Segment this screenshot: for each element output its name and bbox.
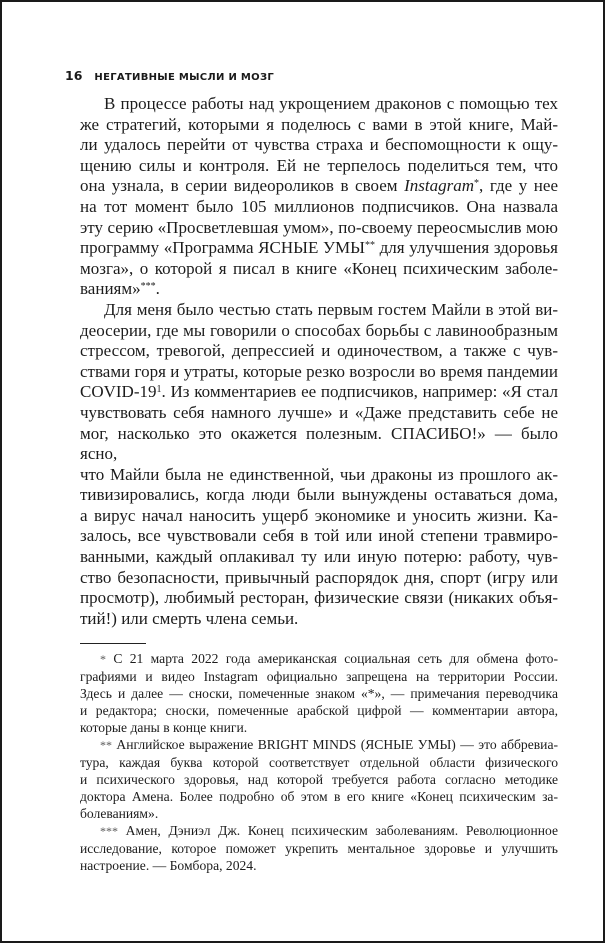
instagram-word: Instagram [404, 176, 474, 196]
text-line: а вирус начал наносить ущерб экономике и уносить жизни. Ка- [80, 505, 558, 525]
text-line: ли удалось перейти от чувства страха и беспомощности к ощу- [80, 135, 558, 155]
footnote [80, 822, 558, 874]
text-segment: для улучшения здоровья [374, 238, 558, 258]
text-line: ванными, каждый оплакивал ту или иную потерю: работу, чув- [80, 547, 558, 567]
text-line: тий!) или смерть члена семьи. [80, 608, 299, 628]
text-line: доктора Амена. Более подробно об этом в его книге «Конец психическим за- [80, 789, 558, 805]
text-segment: ваниям» [80, 279, 141, 299]
text-segment: . [155, 279, 160, 299]
text-line: ствами горя и утраты, которые резко возросли во время пандемии [80, 361, 558, 381]
text-line: настроение. — Бомбора, 2024. [80, 858, 257, 874]
running-header [65, 68, 558, 88]
text-line [80, 238, 558, 259]
text-line: стрессом, тревогой, депрессией и одиночеством, а также с чув- [80, 341, 558, 361]
text-line: и редактора; сноски, помеченные арабской цифрой — комментарии автора, [80, 703, 558, 719]
text-line: эту серию «Просветлевшая умом», по-своему переосмыслив мою [80, 217, 558, 237]
footnote [80, 736, 558, 822]
text-line: же стратегий, которыми я поделюсь с вами в этой книге, Май- [80, 114, 558, 134]
text-line: мог, насколько это окажется полезным. СПАСИБО!» — было ясно, [80, 423, 558, 464]
text-line: чувствовать себя намного лучше» и «Даже представить себе не [80, 402, 558, 422]
footnote-ref[interactable]: *** [140, 281, 156, 293]
text-line: В процессе работы над укрощением драконов с помощью тех [104, 94, 558, 113]
footnote-ref[interactable]: * [474, 178, 479, 190]
text-line: щению силы и контроля. Ей не терпелось поделиться тем, что [80, 155, 558, 175]
text-segment: программу «Программа ЯСНЫЕ УМЫ [80, 238, 365, 258]
footnote-divider [80, 643, 146, 644]
text-line [80, 736, 558, 754]
text-segment: Английское выражение BRIGHT MINDS (ЯСНЫЕ УМЫ) — это аббревиа- [116, 737, 558, 753]
text-line: просмотр), любимый ресторан, физические связи (никаких объя- [80, 588, 558, 608]
text-line: ство безопасности, привычный распорядок дня, спорт (игру или [80, 567, 558, 587]
text-line: болеваниям». [80, 806, 159, 822]
text-line: деосерии, где мы говорили о способах борьбы с лавинообразным [80, 320, 558, 340]
text-segment: Амен, Дэниэл Дж. Конец психическим заболеваниям. Революционное [125, 823, 559, 839]
text-line [80, 176, 558, 197]
text-line: тивизировались, когда люди были вынуждены оставаться дома, [80, 485, 558, 505]
text-line [80, 382, 558, 403]
running-title: НЕГАТИВНЫЕ МЫСЛИ И МОЗГ [94, 72, 275, 83]
footnote-ref[interactable]: 1 [156, 384, 162, 396]
text-segment: она узнала, в серии видеороликов в своем [80, 176, 405, 196]
paragraph [80, 94, 558, 300]
footnote-mark: *** [100, 824, 118, 839]
footnotes [80, 650, 558, 874]
body-text [80, 94, 558, 629]
text-segment: С 21 марта 2022 года американская социальная сеть для обмена фото- [113, 651, 558, 667]
text-line: на тот момент было 105 миллионов подписчиков. Она назвала [80, 196, 558, 216]
page-number: 16 [65, 68, 83, 83]
text-line: Для меня было честью стать первым гостем Майли в этой ви- [104, 299, 558, 319]
text-line: тура, каждая буква которой соответствует отдельной области физического [80, 755, 558, 771]
text-segment: COVID-19 [80, 382, 157, 402]
footnote-mark: * [100, 652, 106, 667]
text-column [65, 2, 559, 894]
text-line: залось, все чувствовали себя в той или иной степени травмиро- [80, 526, 558, 546]
footnote-ref[interactable]: ** [364, 240, 375, 252]
text-line: графиями и видео Instagram официально запрещена на территории России. [80, 669, 558, 685]
text-line [80, 650, 558, 668]
text-line: Здесь и далее — сноски, помеченные знаком «*», — примечания переводчика [80, 686, 558, 702]
footnote [80, 650, 558, 736]
text-segment: , где у нее [479, 176, 558, 196]
text-line [80, 279, 558, 300]
paragraph [80, 300, 558, 630]
text-line: что Майли была не единственной, чьи драконы из прошлого ак- [80, 464, 558, 484]
text-line [80, 822, 558, 840]
text-line: мозга», о которой я писал в книге «Конец психическим заболе- [80, 258, 558, 278]
text-line: и психического здоровья, над которой требуется работа согласно методике [80, 772, 558, 788]
text-line: исследование, которое поможет укрепить ментальное здоровье и улучшить [80, 841, 558, 857]
text-line: которые даны в конце книги. [80, 720, 248, 736]
footnote-mark: ** [100, 738, 112, 753]
text-segment: . Из комментариев ее подписчиков, например: «Я стал [161, 382, 558, 402]
